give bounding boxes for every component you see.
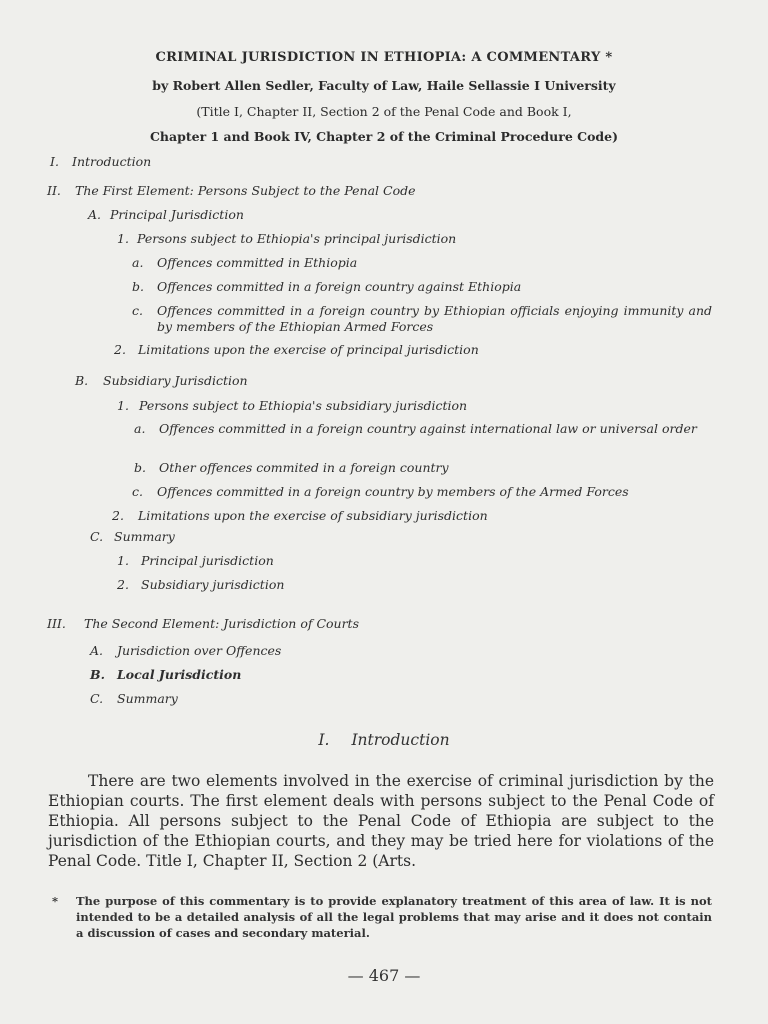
toc-entry — [117, 398, 467, 413]
toc-entry — [132, 484, 629, 499]
toc-number: a. — [134, 421, 146, 436]
toc-entry — [47, 616, 359, 631]
footnote — [52, 893, 712, 941]
section-heading — [0, 731, 768, 749]
toc-text: Subsidiary Jurisdiction — [103, 373, 248, 388]
body-paragraph: There are two elements involved in the exercise of criminal jurisdiction by the Ethiopian courts. The first element deals with persons subject to the Penal Code of Ethiopia. All persons subject to the Penal Code of Ethiopia are subject to the jurisdiction of the Ethiopian courts, and they may be tried here for violations of the Penal Code. Title I, Chapter II, Section 2 (Arts. — [48, 772, 714, 870]
toc-number: C. — [90, 529, 104, 544]
toc-text: Principal Jurisdiction — [110, 207, 244, 222]
toc-text: Offences committed in a foreign country by Ethiopian officials enjoying immunity and by members of the Ethiopian Armed Forces — [157, 303, 712, 334]
toc-number: c. — [132, 303, 143, 318]
toc-entry — [112, 508, 488, 523]
toc-number: B. — [75, 373, 89, 388]
toc-number: 2. — [117, 577, 129, 592]
toc-number: B. — [90, 667, 105, 682]
toc-number: II. — [47, 183, 61, 198]
section-title: Introduction — [351, 731, 450, 749]
toc-number: C. — [90, 691, 104, 706]
toc-text: Summary — [117, 691, 178, 706]
toc-entry — [75, 373, 248, 388]
toc-entry — [88, 207, 244, 222]
toc-number: 1. — [117, 553, 129, 568]
toc-entry — [132, 303, 712, 335]
toc-entry — [90, 691, 178, 706]
body-text — [48, 771, 714, 871]
toc-number: b. — [134, 460, 146, 475]
page-number: — 467 — — [347, 966, 421, 985]
scope-line-2: Chapter 1 and Book IV, Chapter 2 of the Criminal Procedure Code) — [149, 129, 619, 144]
toc-text: Offences committed in a foreign country against international law or universal order — [159, 421, 697, 436]
section-number: I. — [318, 731, 330, 749]
toc-text: Jurisdiction over Offences — [117, 643, 282, 658]
toc-number: 2. — [112, 508, 124, 523]
toc-text: Persons subject to Ethiopia's principal jurisdiction — [137, 231, 457, 246]
toc-number: A. — [90, 643, 104, 658]
toc-entry — [117, 553, 274, 568]
toc-entry — [47, 183, 416, 198]
article-title: CRIMINAL JURISDICTION IN ETHIOPIA: A COMMENTARY * — [155, 50, 613, 65]
toc-number: c. — [132, 484, 143, 499]
toc-entry — [90, 529, 175, 544]
toc-text: Offences committed in a foreign country by members of the Armed Forces — [157, 484, 629, 499]
toc-number: III. — [47, 616, 66, 631]
toc-entry — [134, 460, 449, 475]
toc-number: A. — [88, 207, 102, 222]
scope-line-1: (Title I, Chapter II, Section 2 of the Penal Code and Book I, — [196, 104, 572, 119]
toc-number: 1. — [117, 231, 129, 246]
toc-entry — [50, 154, 151, 169]
toc-entry — [134, 421, 714, 437]
toc-entry — [132, 279, 521, 294]
toc-text: Offences committed in Ethiopia — [157, 255, 358, 270]
toc-text: The Second Element: Jurisdiction of Courts — [84, 616, 359, 631]
toc-text: Other offences commited in a foreign country — [159, 460, 449, 475]
toc-text: Summary — [114, 529, 175, 544]
toc-entry — [117, 577, 284, 592]
author-line: by Robert Allen Sedler, Faculty of Law, Haile Sellassie I University — [152, 78, 616, 93]
toc-number: 2. — [114, 342, 126, 357]
toc-text: Persons subject to Ethiopia's subsidiary jurisdiction — [139, 398, 468, 413]
toc-number: a. — [132, 255, 144, 270]
toc-entry — [117, 231, 456, 246]
toc-entry — [90, 667, 241, 682]
footnote-mark: * — [52, 894, 59, 908]
toc-entry — [114, 342, 479, 357]
toc-text: Local Jurisdiction — [117, 667, 242, 682]
toc-number: b. — [132, 279, 144, 294]
toc-number: I. — [50, 154, 59, 169]
toc-text: Limitations upon the exercise of principal jurisdiction — [138, 342, 479, 357]
toc-text: The First Element: Persons Subject to the Penal Code — [75, 183, 416, 198]
toc-text: Principal jurisdiction — [141, 553, 274, 568]
toc-text: Limitations upon the exercise of subsidiary jurisdiction — [138, 508, 488, 523]
toc-text: Introduction — [72, 154, 152, 169]
toc-text: Subsidiary jurisdiction — [141, 577, 285, 592]
toc-entry — [132, 255, 357, 270]
toc-number: 1. — [117, 398, 129, 413]
footnote-text: The purpose of this commentary is to provide explanatory treatment of this area of law. It is not intended to be a detailed analysis of all the legal problems that may arise and it does not contain a discussion of cases and secondary material. — [76, 894, 712, 940]
toc-entry — [90, 643, 281, 658]
toc-text: Offences committed in a foreign country against Ethiopia — [157, 279, 522, 294]
